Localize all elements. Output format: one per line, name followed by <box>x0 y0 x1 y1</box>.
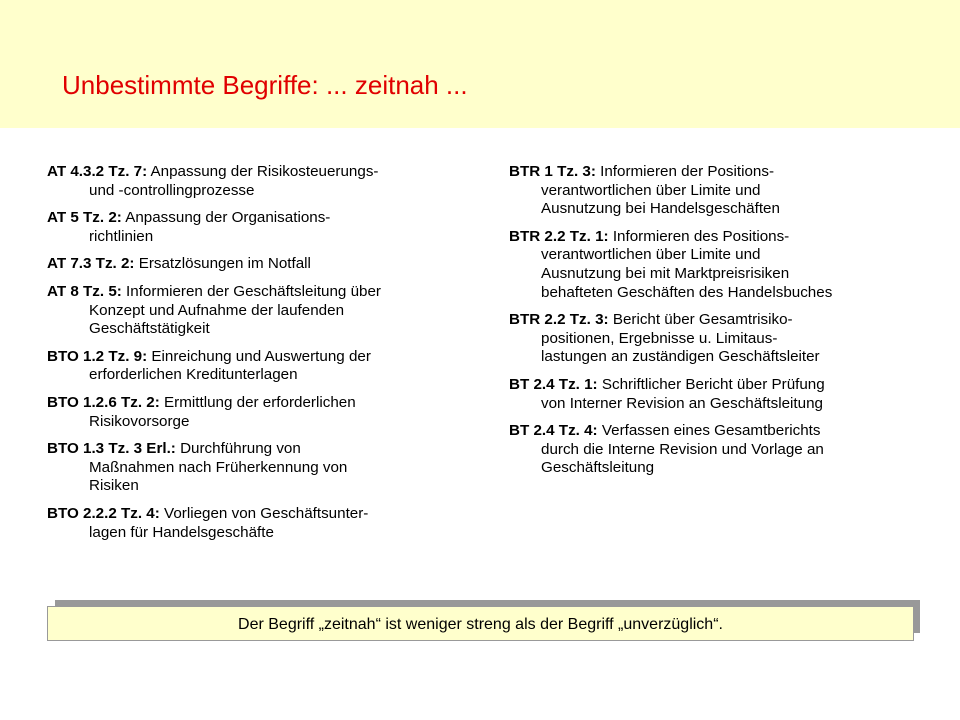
entry-continuation-line: Geschäftsleitung <box>541 459 655 477</box>
requirement-entry <box>509 228 929 302</box>
entry-reference: BTR 2.2 Tz. 1: <box>509 227 609 245</box>
entry-first-line <box>47 348 477 367</box>
entry-continuation-line: Maßnahmen nach Früherkennung von <box>89 458 348 476</box>
entry-description: Ermittlung der erforderlichen <box>159 393 356 411</box>
entry-continuation-line: behafteten Geschäften des Handelsbuches <box>541 283 833 301</box>
entry-continuation-line: Ausnutzung bei Handelsgeschäften <box>541 200 780 218</box>
entry-continuation-line: Ausnutzung bei mit Marktpreisrisiken <box>541 264 790 282</box>
entry-reference: BTO 1.3 Tz. 3 Erl.: <box>47 440 176 458</box>
requirement-entry <box>47 440 477 496</box>
requirement-entry <box>509 163 929 219</box>
requirement-entry <box>47 163 477 200</box>
requirement-entry <box>47 505 477 542</box>
entry-first-line <box>47 283 477 302</box>
entry-reference: AT 4.3.2 Tz. 7: <box>47 163 148 180</box>
entry-description: Informieren des Positions- <box>608 227 790 245</box>
entry-first-line <box>509 422 929 441</box>
note-text: Der Begriff „zeitnah“ ist weniger streng als der Begriff „unverzüglich“. <box>238 616 723 633</box>
entry-reference: BTR 1 Tz. 3: <box>509 163 596 180</box>
entry-description: Verfassen eines Gesamtberichts <box>597 422 821 440</box>
entry-reference: AT 5 Tz. 2: <box>47 209 122 227</box>
entry-reference: BT 2.4 Tz. 4: <box>509 422 598 440</box>
entry-continuation-line: Geschäftstätigkeit <box>89 320 210 338</box>
entry-description: Einreichung und Auswertung der <box>147 347 371 365</box>
requirement-entry <box>509 422 929 478</box>
entry-continuation-line: Konzept und Aufnahme der laufenden <box>89 301 345 319</box>
entry-continuation-line: richtlinien <box>89 227 154 245</box>
entry-first-line <box>47 209 477 228</box>
requirement-entry <box>47 283 477 339</box>
title-banner <box>0 0 960 128</box>
entry-first-line <box>509 228 929 247</box>
entry-continuation-line: von Interner Revision an Geschäftsleitung <box>541 394 823 412</box>
entry-description: Vorliegen von Geschäftsunter- <box>159 504 369 522</box>
left-column <box>47 163 477 551</box>
entry-continuation-line: Risikovorsorge <box>89 412 190 430</box>
entry-reference: BTO 1.2.6 Tz. 2: <box>47 393 160 411</box>
requirement-entry <box>47 348 477 385</box>
entry-first-line <box>47 394 477 413</box>
entry-description: Ersatzlösungen im Notfall <box>134 255 311 273</box>
entry-continuation-line: positionen, Ergebnisse u. Limitaus- <box>541 329 778 347</box>
entry-reference: AT 8 Tz. 5: <box>47 282 122 300</box>
entry-description: Informieren der Positions- <box>595 163 775 180</box>
entry-continuation-line: und -controllingprozesse <box>89 181 255 199</box>
entry-reference: AT 7.3 Tz. 2: <box>47 255 135 273</box>
entry-first-line <box>509 163 929 182</box>
entry-continuation-line: lastungen an zuständigen Geschäftsleiter <box>541 348 820 366</box>
entry-first-line <box>47 163 477 182</box>
entry-first-line <box>509 376 929 395</box>
requirement-entry <box>47 394 477 431</box>
entry-continuation-line: verantwortlichen über Limite und <box>541 246 761 264</box>
entry-continuation-line: durch die Interne Revision und Vorlage an <box>541 440 824 458</box>
entry-description: Bericht über Gesamtrisiko- <box>608 311 793 329</box>
slide-title: Unbestimmte Begriffe: ... zeitnah ... <box>62 70 468 100</box>
entry-reference: BTO 2.2.2 Tz. 4: <box>47 504 160 522</box>
entry-first-line <box>47 505 477 524</box>
requirement-entry <box>47 255 477 274</box>
entry-first-line <box>509 311 929 330</box>
entry-description: Durchführung von <box>175 440 301 458</box>
entry-first-line <box>47 440 477 459</box>
entry-continuation-line: Risiken <box>89 477 139 495</box>
entry-description: Anpassung der Organisations- <box>121 209 331 227</box>
entry-continuation-line: erforderlichen Kreditunterlagen <box>89 366 298 384</box>
requirement-entry <box>47 209 477 246</box>
entry-continuation-line: lagen für Handelsgeschäfte <box>89 523 274 541</box>
entry-reference: BTO 1.2 Tz. 9: <box>47 347 148 365</box>
entry-first-line <box>47 255 477 274</box>
entry-continuation-line: verantwortlichen über Limite und <box>541 181 761 199</box>
requirement-entry <box>509 311 929 367</box>
note-box <box>47 606 914 641</box>
entry-description: Schriftlicher Bericht über Prüfung <box>597 375 825 393</box>
entry-reference: BTR 2.2 Tz. 3: <box>509 311 609 329</box>
requirement-entry <box>509 376 929 413</box>
entry-description: Anpassung der Risikosteuerungs- <box>147 163 379 180</box>
entry-description: Informieren der Geschäftsleitung über <box>121 282 381 300</box>
entry-reference: BT 2.4 Tz. 1: <box>509 375 598 393</box>
right-column <box>509 163 929 487</box>
